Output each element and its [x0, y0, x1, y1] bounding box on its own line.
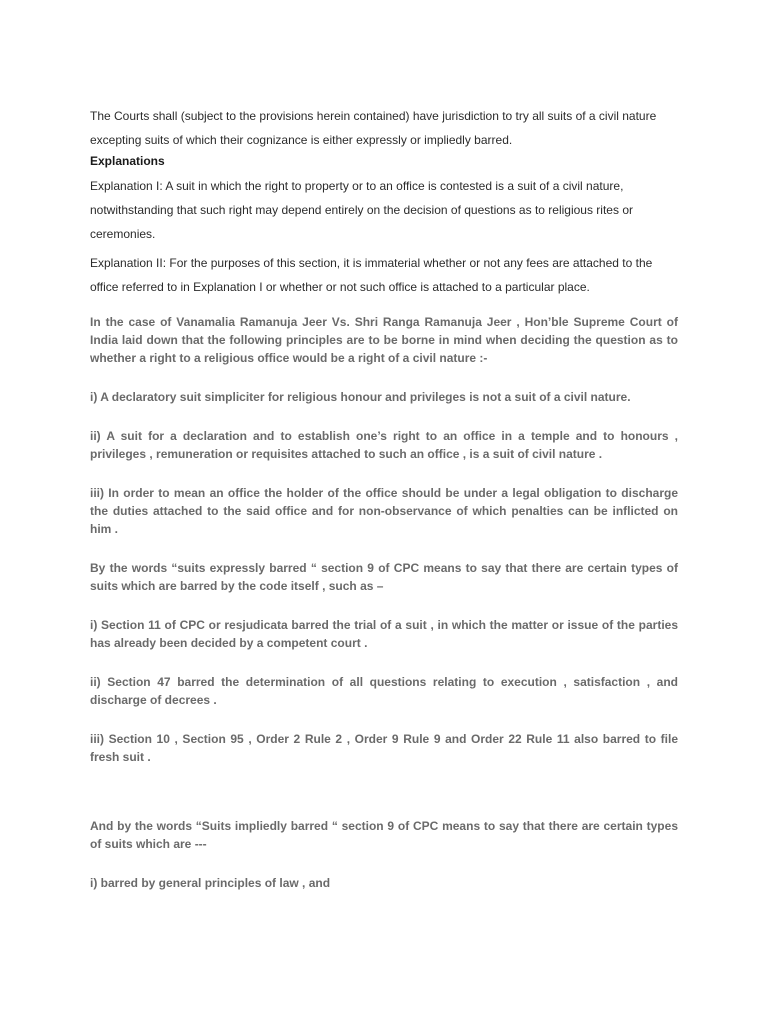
- principle-item-1: i) A declaratory suit simpliciter for religious honour and privileges is not a suit of a civil nature.: [90, 390, 631, 404]
- barred-item-3: iii) Section 10 , Section 95 , Order 2 Rule 2 , Order 9 Rule 9 and Order 22 Rule 11 also barred to file fresh suit .: [90, 732, 678, 764]
- principle-item-3: iii) In order to mean an office the holder of the office should be under a legal obligation to discharge the duties attached to the said office and for non-observance of which penalties can be inflicted on him .: [90, 486, 678, 536]
- heading-explanations: Explanations: [90, 154, 165, 168]
- paragraph-case-intro: In the case of Vanamalia Ramanuja Jeer Vs. Shri Ranga Ramanuja Jeer , Hon’ble Supreme Court of India laid down that the following principles are to be borne in mind when deciding the question as to whether a right to a religious office would be a right of a civil nature :-: [90, 315, 678, 365]
- implied-item-1: i) barred by general principles of law , and: [90, 876, 331, 890]
- paragraph-explanation-1: Explanation I: A suit in which the right to property or to an office is contested is a suit of a civil nature, notwithstanding that such right may depend entirely on the decision of questions as to religious rites or ceremonies.: [90, 179, 633, 241]
- document-body: [90, 104, 678, 892]
- principle-item-2: ii) A suit for a declaration and to establish one’s right to an office in a temple and to honours , privileges , remuneration or requisites attached to such an office , is a suit of civil nature .: [90, 429, 678, 461]
- barred-item-1: i) Section 11 of CPC or resjudicata barred the trial of a suit , in which the matter or issue of the parties has already been decided by a competent court .: [90, 618, 678, 650]
- paragraph-expressly-barred-intro: By the words “suits expressly barred “ section 9 of CPC means to say that there are certain types of suits which are barred by the code itself , such as –: [90, 561, 678, 593]
- paragraph-impliedly-barred-intro: And by the words “Suits impliedly barred “ section 9 of CPC means to say that there are certain types of suits which are ---: [90, 819, 678, 851]
- paragraph-explanation-2: Explanation II: For the purposes of this section, it is immaterial whether or not any fees are attached to the office referred to in Explanation I or whether or not such office is attached to a particular place.: [90, 256, 653, 294]
- barred-item-2: ii) Section 47 barred the determination of all questions relating to execution , satisfaction , and discharge of decrees .: [90, 675, 678, 707]
- paragraph-jurisdiction: The Courts shall (subject to the provisions herein contained) have jurisdiction to try all suits of a civil nature excepting suits of which their cognizance is either expressly or impliedly barred.: [90, 109, 657, 147]
